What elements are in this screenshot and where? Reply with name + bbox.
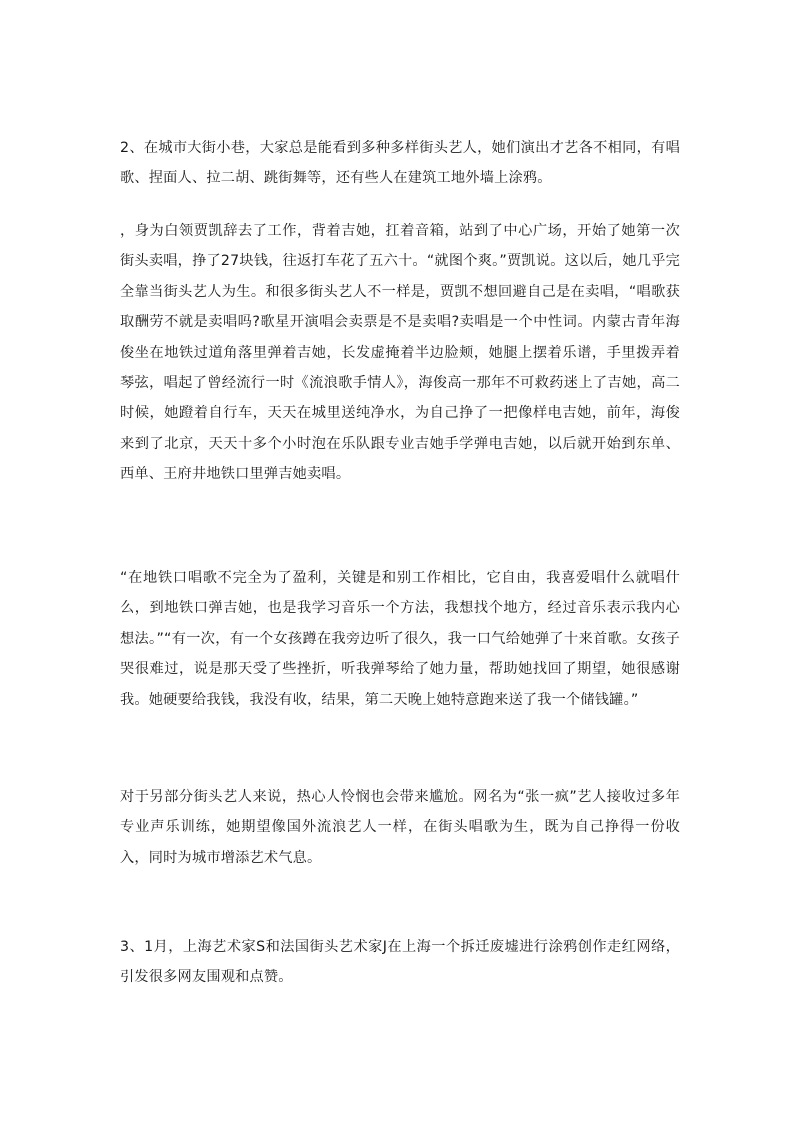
paragraph-jia-kai-story: ，身为白领贾凯辞去了工作，背着吉她，扛着音箱，站到了中心广场，开始了她第一次街头卖唱，挣了27块钱，往返打车花了五六十。“就图个爽。”贾凯说。这以后，她几乎完全靠当街头艺人为生。和很多街头艺人不一样是，贾凯不想回避自己是在卖唱，“唱歌获取酬劳不就是卖唱吗?歌星开演唱会卖票是不是卖唱?卖唱是一个中性词。内蒙古青年海俊坐在地铁过道角落里弹着吉她，长发虚掩着半边脸颊，她腿上摆着乐谱，手里拨弄着琴弦，唱起了曾经流行一时《流浪歌手情人》，海俊高一那年不可救药迷上了吉她，高二时候，她蹬着自行车，天天在城里送纯净水，为自己挣了一把像样电吉她，前年，海俊来到了北京，天天十多个小时泡在乐队跟专业吉她手学弹电吉她，以后就开始到东单、西单、王府井地铁口里弹吉她卖唱。: [120, 223, 680, 483]
paragraph-zhang-yifeng: 对于另部分街头艺人来说，热心人怜悯也会带来尴尬。网名为“张一疯”艺人接收过多年专业声乐训练，她期望像国外流浪艺人一样，在街头唱歌为生，既为自己挣得一份收入，同时为城市增添艺术气息。: [120, 789, 680, 866]
paragraph-subway-quote: “在地铁口唱歌不完全为了盈利，关键是和别工作相比，它自由，我喜爱唱什么就唱什么，到地铁口弹吉她，也是我学习音乐一个方法，我想找个地方，经过音乐表示我内心想法。”“有一次，有一个女孩蹲在我旁边听了很久，我一口气给她弹了十来首歌。女孩子哭很难过，说是那天受了些挫折，听我弹琴给了她力量，帮助她找回了期望，她很感谢我。她硬要给我钱，我没有收，结果，第二天晚上她特意跑来送了我一个储钱罐。”: [120, 570, 680, 708]
paragraph-street-artists-intro: 2、在城市大街小巷，大家总是能看到多种多样街头艺人，她们演出才艺各不相同，有唱歌、捏面人、拉二胡、跳街舞等，还有些人在建筑工地外墙上涂鸦。: [120, 140, 680, 187]
paragraph-shanghai-graffiti: 3、1月，上海艺术家S和法国街头艺术家J在上海一个拆迁废墟进行涂鸦创作走红网络，引发很多网友围观和点赞。: [120, 939, 680, 986]
